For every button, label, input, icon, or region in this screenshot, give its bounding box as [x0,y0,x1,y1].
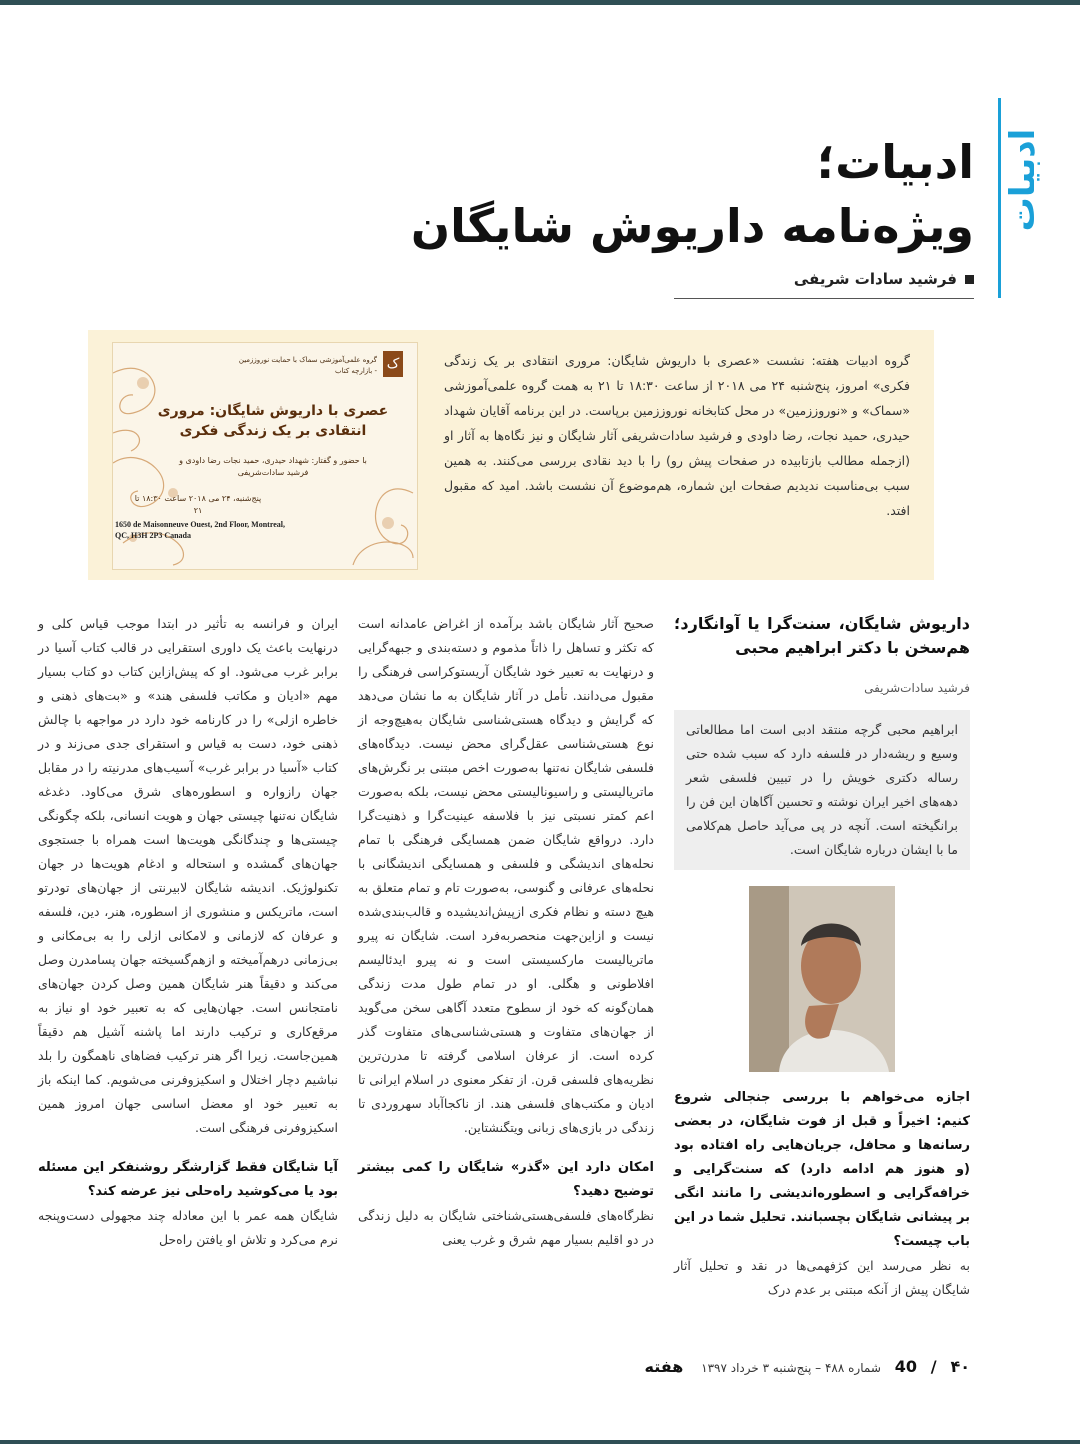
answer-2-continued: ایران و فرانسه به تأثیر در ابتدا موجب قیاس کلی و درنهایت باعث یک داوری استقرایی در قالب کتاب آسیا در برابر غرب می‌شود. او که پیش‌ازاین کتاب دو کتاب بسیار مهم «ادیان و مکاتب فلسفی هند» و «بت‌های ذهنی و خاطره ازلی» را در کارنامه خود دارد در مواجهه با چالش ذهنی خود، دست به قیاس و استقرای جدی می‌زند و در کتاب «آسیا در برابر غرب» آسیب‌های مدرنیته را در مقابل جهان رازواره و اسطوره‌های شرق می‌کاود. دغدغه شایگان نه‌تنها چیستی جهان و هویت انسانی، بلکه چگونگی چیستی‌ها و چندگانگی هویت‌ها است همراه با جستجوی جهان‌های گمشده و استحاله و ادغام هویت‌ها در جهان تکنولوژیک. اندیشه شایگان لابیرنتی از جهان‌های تودرتو است، ماتریکس و منشوری از اسطوره، هنر، دین، فلسفه و عرفان که لازمانی و لامکانی ازلی را به بی‌مکانی و بی‌زمانی درهم‌آمیخته و ازهم‌گسیخته جهان پسامدرن وصل می‌کند و دقیقاً هنر شایگان همین وصل کردن جهان‌های نامتجانس است. جهان‌هایی که به تعبیر خود او نیاز به مرقع‌کاری و ترکیب دارند اما پاشنه آشیل هم دقیقاً همین‌جاست. زیرا اگر هنر ترکیب فضاهای ناهمگون را بلد نباشیم دچار اختلال و اسکیزوفرنی می‌شویم. کما اینکه باز به تعبیر خود او معضل اساسی جهان امروز همین اسکیزوفرنی فرهنگی است. [38,616,338,1135]
headline-line-1: ادبیات؛ [816,135,974,189]
magazine-brand: هفته [644,1357,684,1376]
poster-logo: ک [383,351,403,377]
column-middle [358,612,654,1252]
answer-1-start: به نظر می‌رسد این کژفهمی‌ها در نقد و تحلیل آثار شایگان پیش از آنکه مبتنی بر عدم درک [674,1258,970,1297]
section-label: ادبیات [1003,128,1043,232]
poster-org: گروه علمی‌آموزشی سماک با حمایت نوروززمین - بازارچه کتاب [238,356,377,375]
intro-text: گروه ادبیات هفته: نشست «عصری با داریوش شایگان: مروری انتقادی بر یک زندگی فکری» امروز، پنج‌شنبه ۲۴ می ۲۰۱۸ از ساعت ۱۸:۳۰ تا ۲۱ به همت گروه علمی‌آموزشی «سماک» و «نوروززمین» در محل کتابخانه نوروززمین برپاست. در این برنامه آقایان شهداد حیدری، حمید نجات، رضا داودی و فرشید سادات‌شریفی آثار شایگان و نیز نگاه‌ها به آثار او (ازجمله مطالب بازتابیده در صفحات پیش رو) را با دید نقادی بررسی می‌کنند. به همین سبب بی‌مناسبت ندیدیم صفحات این شماره، هم‌موضوع آن نشست باشد. امید که مقبول افتد. [444,353,910,518]
portrait-illustration [749,886,895,1072]
answer-1-continued: صحیح آثار شایگان باشد برآمده از اغراض عامدانه است که تکثر و تساهل را ذاتاً مذموم و دسته‌بندی و جبهه‌گرایی و درنهایت به تعبیر خود شایگان آریستوکراسی فرهنگی را مقبول می‌دانند. تأمل در آثار شایگان به ما نشان می‌دهد که گرایش و دیدگاه هستی‌شناسی شایگان به‌هیچ‌وجه از نوع هستی‌شناسی عقل‌گرای محض نیست. دیدگاه‌های فلسفی شایگان نه‌تنها به‌صورت اخص مبتنی بر نگرش‌های ماتریالیستی و راسیونالیستی محض نیست، بلکه به‌صورت اعم کمتر نسبتی نیز با فلاسفه عینیت‌گرا و ذهنیت‌گرا دارد. درواقع شایگان ضمن همسایگی فرهنگی با تمام نحله‌های اندیشگی و فلسفی و همسایگی اندیشگانی با نحله‌های عرفانی و گنوسی، به‌صورت تام و تمام متعلق به هیچ دسته و نظام فکری ازپیش‌اندیشیده و قالب‌بندی‌شده نیست و ازاین‌جهت منحصربه‌فرد است. شایگان نه پیرو ماتریالیست مارکسیستی است و نه پیرو ایدئالیسم افلاطونی و هگلی. او در تمام طول مدت زندگی همان‌گونه که خود از سطوح متعدد آگاهی سخن می‌گوید از جهان‌های متفاوت و هستی‌شناسی‌های متفاوت گذر کرده است. از عرفان اسلامی گرفته تا مدرن‌ترین نظریه‌های فلسفی قرن. از تفکر معنوی در اسلام ایرانی تا ادیان و مکتب‌های فلسفی هند. از ناکجاآباد سهروردی تا زندگی در بازی‌های زبانی ویتگنشتاین. [358,616,654,1135]
question-1: اجازه می‌خواهم با بررسی جنجالی شروع کنیم: اخیراً و قبل از فوت شایگان، در بعضی رسانه‌ها و محافل، جریان‌هایی راه افتاده بود (و هنوز هم ادامه دارد) که سنت‌گرایی و خرافه‌گرایی و اسطوره‌اندیشی را مانند انگی بر پیشانی شایگان بچسبانند. تحلیل شما در این باب چیست؟ [674,1090,970,1249]
bullet-square-icon [965,275,974,284]
author-name: فرشید سادات شریفی [793,270,957,288]
bottom-bar [0,1440,1080,1444]
section-rule [998,98,1001,298]
author-rule [674,298,974,299]
top-bar [0,0,1080,5]
author-line [674,270,974,288]
page-number-fa: ۴۰ [950,1357,970,1376]
portrait-photo [749,886,895,1072]
column-left [38,612,338,1252]
interview-byline: فرشید سادات‌شریفی [864,681,970,695]
poster-address: 1650 de Maisonneuve Ouest, 2nd Floor, Montreal, QC, H3H 2P3 Canada [115,520,286,540]
interview-title: داریوش شایگان، سنت‌گرا یا آوانگارد؛ هم‌سخن با دکتر ابراهیم محبی [674,614,970,657]
question-2: امکان دارد این «گذر» شایگان را کمی بیشتر توضیح دهید؟ [358,1160,654,1199]
poster-speakers: با حضور و گفتار: شهداد حیدری، حمید نجات رضا داودی و فرشید سادات‌شریفی [179,456,367,477]
issue-info: شماره ۴۸۸ – پنج‌شنبه ۳ خرداد ۱۳۹۷ [701,1361,881,1375]
headline [274,130,974,258]
bio-box: ابراهیم محبی گرچه منتقد ادبی است اما مطالعاتی وسیع و ریشه‌دار در فلسفه دارد که سبب شده حتی رساله دکتری خویش را در تبیین فلسفی شعر دهه‌های اخیر ایران نوشته و تحسین آگاهان این فن را برانگیخته است. آنچه در پی می‌آید حاصل هم‌کلامی ما با ایشان درباره شایگان است. [674,710,970,870]
page-footer: ۴۰ / 40 شماره ۴۸۸ – پنج‌شنبه ۳ خرداد ۱۳۹۷ هفته [644,1357,970,1376]
page-number-en: 40 [894,1357,917,1376]
headline-line-2: ویژه‌نامه داریوش شایگان [410,199,974,253]
poster-title: عصری با داریوش شایگان: مروری انتقادی بر یک زندگی فکری [157,403,389,439]
question-3: آیا شایگان فقط گزارشگر روشنفکر این مسئله بود یا می‌کوشید راه‌حلی نیز عرضه کند؟ [38,1160,338,1199]
section-tag [998,98,1043,298]
event-poster [112,342,418,570]
answer-2: نظرگاه‌های فلسفی‌هستی‌شناختی شایگان به دلیل زندگی در دو اقلیم بسیار مهم شرق و غرب یعنی [358,1208,654,1247]
poster-date: پنج‌شنبه، ۲۴ می ۲۰۱۸ ساعت ۱۸:۳۰ تا ۲۱ [134,494,262,515]
answer-3: شایگان همه عمر با این معادله چند مجهولی دست‌وپنجه نرم می‌کرد و تلاش او یافتن راه‌حل [38,1208,338,1247]
column-right [674,612,970,1302]
intro-box [88,330,934,580]
